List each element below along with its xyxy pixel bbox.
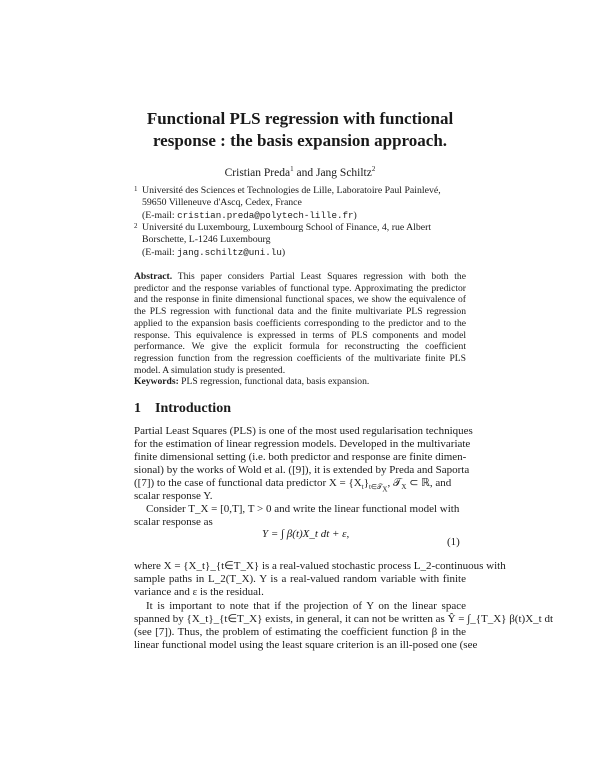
body-line: It is important to note that if the projection of Y on the linear space	[146, 600, 466, 612]
author-1: Cristian Preda	[224, 166, 291, 179]
keywords-label: Keywords:	[134, 376, 179, 388]
email-address[interactable]: cristian.preda@polytech-lille.fr	[177, 209, 354, 221]
email-close: )	[281, 246, 286, 258]
affiliation-1	[134, 185, 474, 222]
author-1-affil-mark: 1	[290, 165, 294, 173]
body-line: sample paths in L_2(T_X). Y is a real-valued random variable with finite	[134, 573, 466, 585]
affiliation-number: 1	[134, 185, 138, 193]
title-line-2: response : the basis expansion approach.	[152, 131, 448, 150]
affiliation-line: Université des Sciences et Technologies de Lille, Laboratoire Paul Painlevé,	[142, 185, 441, 196]
math-inline: $_t\}_{t\in 𝒯_X}$, 𝒯$_X$ ⊂ ℝ, and	[361, 477, 452, 494]
body-line: Partial Least Squares (PLS) is one of the most used regularisation techniques	[134, 425, 473, 437]
abstract	[134, 271, 466, 388]
keywords-text: PLS regression, functional data, basis expansion.	[178, 376, 370, 388]
equation-number: (1)	[447, 536, 460, 548]
affiliation-line: 59650 Villeneuve d'Ascq, Cedex, France	[142, 197, 302, 209]
abstract-body	[134, 271, 466, 376]
body-line-head: ([7]) to the case of functional data predictor X = {X	[134, 477, 362, 489]
abstract-label: Abstract.	[134, 271, 173, 282]
section-title: Introduction	[155, 401, 231, 416]
body-line: linear functional model using the least square criterion is an ill-posed one (see	[134, 639, 478, 651]
equation-1	[262, 528, 349, 540]
equation-text: Y = ∫ β(t)X_t dt + ε,	[262, 528, 350, 540]
body-line: (see [7]). Thus, the problem of estimating the coefficient function β in the	[134, 626, 466, 638]
section-heading	[134, 401, 231, 417]
body-line: spanned by {X_t}_{t∈T_X} exists, in general, it can not be written as Ŷ = ∫_{T_X} β(t)X_t dt	[134, 613, 553, 625]
body-line: finite dimensional setting (i.e. both predictor and response are finite dimen-	[134, 451, 467, 463]
email-label: (E-mail:	[142, 209, 178, 221]
abstract-text: This paper considers Partial Least Squares regression with both the predictor and the response variables of functional type. Approximating the predictor and the response in finite dimensional functional spaces, we show the equivalence of the PLS regression with functional data and the finite multivariate PLS regression applied to the expansion basis coefficients corresponding to the predictor and to the response. This equivalence is expressed in terms of PLS components and model performance. We give the explicit formula for reconstructing the coefficient regression function from the regression coefficients of the multivariate finite PLS model. A simulation study is presented.	[134, 271, 466, 376]
author-2-affil-mark: 2	[371, 165, 376, 173]
body-line: Consider T_X = [0,T], T > 0 and write the linear functional model with	[146, 503, 460, 515]
body-line: for the estimation of linear regression models. Developed in the multivariate	[134, 438, 471, 450]
author-2: and Jang Schiltz	[293, 166, 372, 179]
section-number: 1	[134, 401, 141, 416]
affiliation-line: Université du Luxembourg, Luxembourg School of Finance, 4, rue Albert	[142, 222, 432, 233]
affiliation-number: 2	[134, 222, 138, 230]
email-close: )	[353, 209, 357, 221]
body-line: where X = {X_t}_{t∈T_X} is a real-valued stochastic process L_2-continuous with	[134, 560, 506, 572]
body-line: scalar response as	[134, 516, 213, 528]
affiliation-email-line	[142, 210, 474, 222]
keywords	[134, 376, 466, 388]
body-line: sional) by the works of Wold et al. ([9]), it is extended by Preda and Saporta	[134, 464, 470, 476]
author-list	[100, 165, 500, 179]
email-label: (E-mail:	[142, 246, 178, 258]
paper-title	[100, 108, 500, 152]
title-line-1: Functional PLS regression with functional	[146, 109, 454, 128]
email-address[interactable]: jang.schiltz@uni.lu	[177, 246, 282, 258]
body-line: variance and ε is the residual.	[134, 586, 264, 598]
affiliation-line: Borschette, L-1246 Luxembourg	[142, 234, 271, 246]
body-line: scalar response Y.	[134, 490, 213, 502]
affiliation-2	[134, 222, 474, 259]
affiliation-email-line	[142, 247, 474, 259]
